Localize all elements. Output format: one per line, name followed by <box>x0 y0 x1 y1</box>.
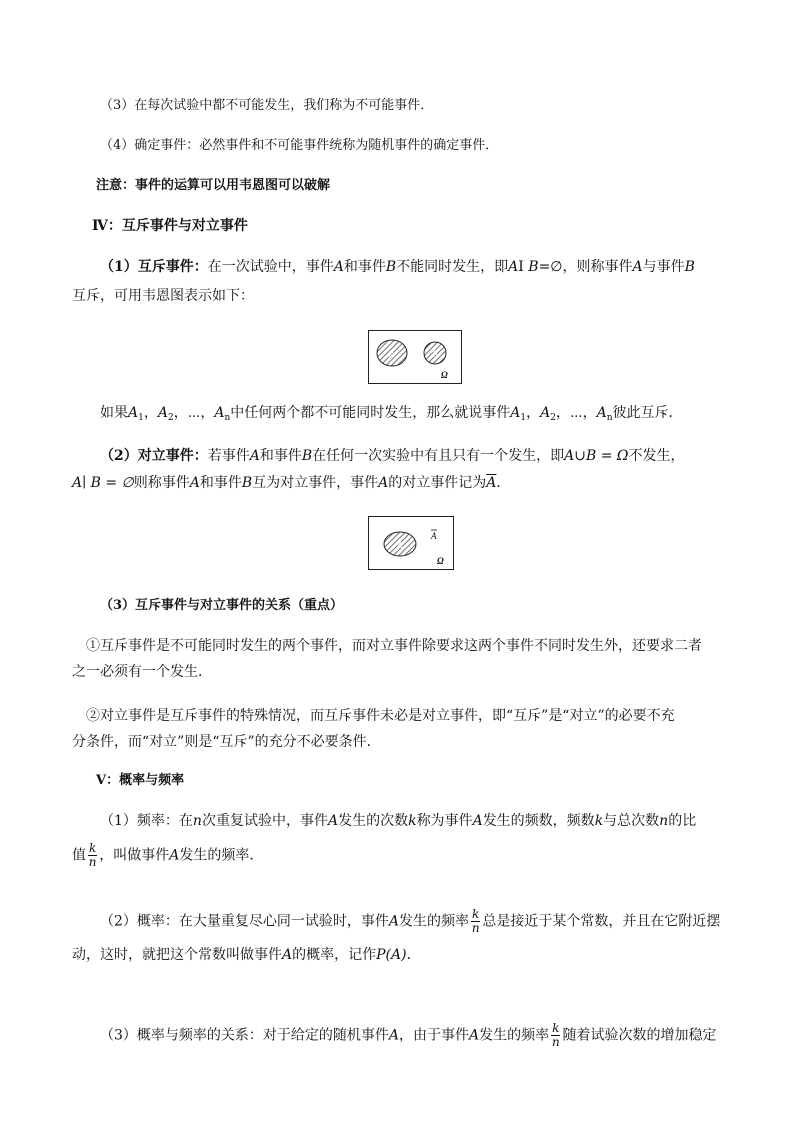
relation-1-line-2: 之一必须有一个发生． <box>72 664 212 680</box>
label-a-bar: A <box>431 531 437 541</box>
fraction-k-over-n: $\frac{k}{n}$ <box>551 1021 560 1049</box>
label-a: A <box>389 349 395 359</box>
relation-2-line-2: 分条件，而“对立”则是“互斥”的充分不必要条件． <box>72 734 381 750</box>
label-omega: Ω <box>437 556 444 566</box>
mutex-line-1: （1）互斥事件：在一次试验中，事件A和事件B不能同时发生，即AI B=∅，则称事件A与事件B <box>100 259 695 275</box>
fraction-k-over-n: $\frac{k}{n}$ <box>471 907 480 935</box>
label-b: B <box>432 349 438 359</box>
opp-line-1: （2）对立事件：若事件A和事件B在任何一次实验中有且只有一个发生，即A∪B = Ω不发生， <box>100 448 685 464</box>
freq-line-2: 值 $\frac{k}{n}$ ，叫做事件A发生的频率． <box>72 841 264 869</box>
prob-line-1: （2）概率：在大量重复尽心同一试验时，事件A发生的频率 $\frac{k}{n}$ 总是接近于某个常数，并且在它附近摆 <box>100 907 721 935</box>
note: 注意：事件的运算可以用韦恩图可以破解 <box>96 178 331 193</box>
label-omega: Ω <box>441 370 448 380</box>
opp-line-2: A∣ B = ∅则称事件A和事件B互为对立事件，事件A的对立事件记为$\overline{A}$． <box>72 475 511 491</box>
multi-mutex-line: 如果$A_1$，$A_2$，⋯，$A_n$中任何两个都不可能同时发生，那么就说事件$A_1$，$A_2$，⋯，$A_n$彼此互斥． <box>100 405 683 423</box>
relation-title: （3）互斥事件与对立事件的关系（重点） <box>100 598 344 613</box>
section-5-title: Ⅴ：概率与频率 <box>96 773 185 788</box>
venn-diagram-complement <box>368 516 454 570</box>
freq-line-1: （1）频率：在n次重复试验中，事件A发生的次数k称为事件A发生的频数，频数k与总次数n的比 <box>100 813 697 829</box>
venn-diagram-mutex <box>368 330 462 384</box>
para-impossible-event: （3）在每次试验中都不可能发生，我们称为不可能事件． <box>100 98 434 113</box>
relation-1-line-1: ①互斥事件是不可能同时发生的两个事件，而对立事件除要求这两个事件不同时发生外，还要求二者 <box>86 638 702 654</box>
section-4-title: Ⅳ：互斥事件与对立事件 <box>92 218 248 234</box>
relation-2-line-1: ②对立事件是互斥事件的特殊情况，而互斥事件未必是对立事件，即“互斥”是“对立”的必要不充 <box>86 708 675 724</box>
mutex-line-2: 互斥，可用韦恩图表示如下： <box>72 288 254 304</box>
label-a: A <box>397 540 403 550</box>
para-definite-event: （4）确定事件：必然事件和不可能事件统称为随机事件的确定事件． <box>100 138 499 153</box>
prob-line-2: 动，这时，就把这个常数叫做事件A的概率，记作P(A)． <box>72 947 421 963</box>
fraction-k-over-n: $\frac{k}{n}$ <box>88 841 97 869</box>
relate-line-1: （3）概率与频率的关系：对于给定的随机事件A，由于事件A发生的频率 $\frac{k}{n}$ 随着试验次数的增加稳定 <box>100 1021 717 1049</box>
